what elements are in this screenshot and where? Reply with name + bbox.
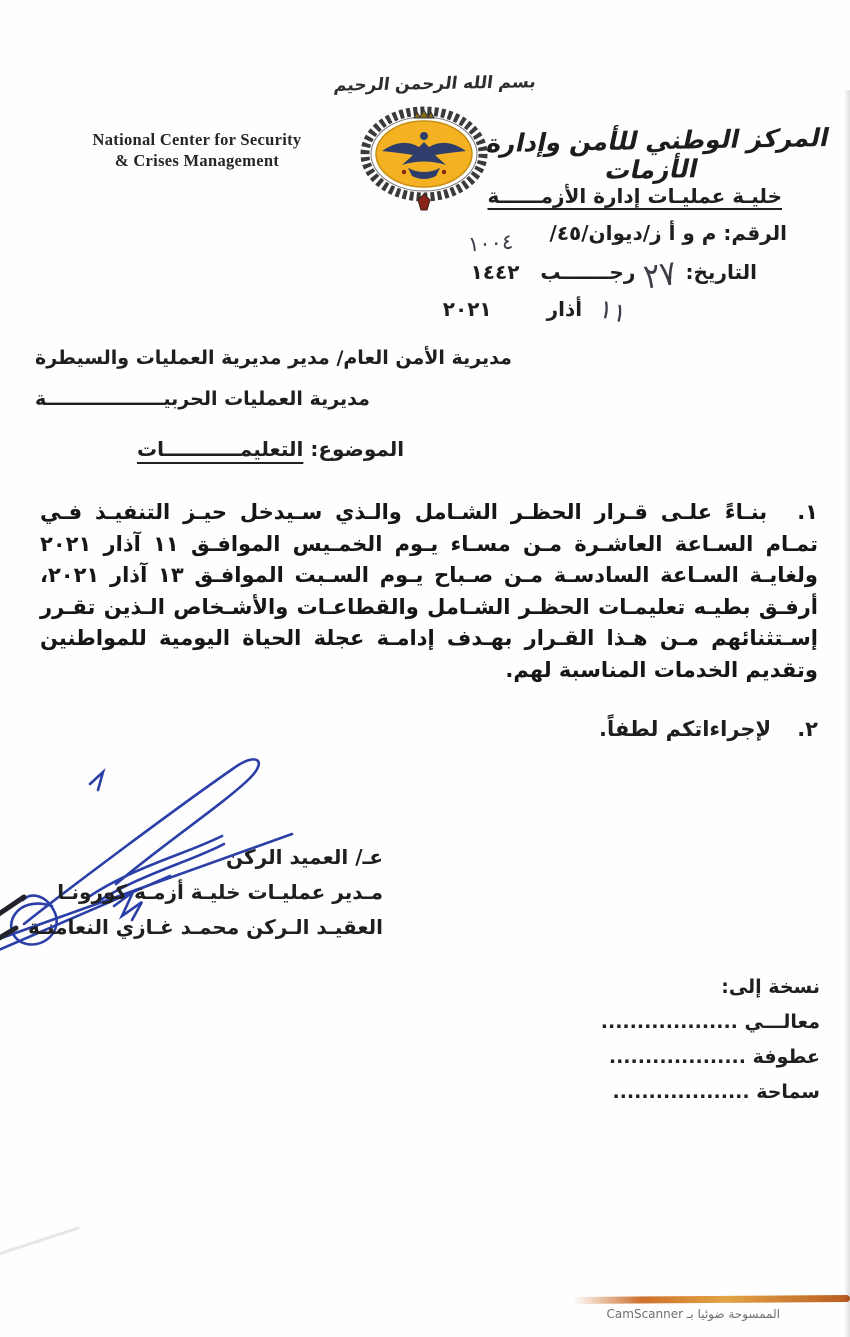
subject-line xyxy=(137,437,404,461)
item2-number: ٢. xyxy=(797,717,818,741)
copy-honorific: سماحة xyxy=(756,1081,820,1103)
item2-text: لإجراءاتكم لطفاً. xyxy=(599,717,772,741)
letter-body xyxy=(40,497,818,741)
copy-dotted-line: ................... xyxy=(608,1046,746,1068)
org-name-english-line2: & Crises Management xyxy=(114,150,280,170)
org-name-english xyxy=(42,130,352,171)
subject-label: الموضوع: xyxy=(310,437,405,461)
copy-row-maali xyxy=(601,1005,820,1040)
scan-smudge-bottom-left xyxy=(0,1226,80,1257)
gregorian-year: ٢٠٢١ xyxy=(442,297,492,321)
addressee-line2: مديرية العمليات الحربيــــــــــــــــــة xyxy=(35,388,370,410)
date-line-gregorian xyxy=(442,294,631,330)
scan-edge-shadow xyxy=(844,90,850,1337)
copy-row-atufa xyxy=(601,1040,820,1075)
reference-number-handwritten: ١٠٠٤ xyxy=(467,229,514,257)
body-paragraph-1 xyxy=(40,497,818,686)
signature-name: العقيـد الـركن محمـد غـازي النعامنـة xyxy=(27,915,383,939)
item1-number: ١. xyxy=(797,500,818,524)
camscanner-watermark: الممسوحة ضوئيا بـ CamScanner xyxy=(606,1307,780,1321)
org-name-english-line1: National Center for Security xyxy=(92,130,302,149)
basmala-calligraphy: بسم الله الرحمن الرحيم xyxy=(332,72,538,96)
copy-dotted-line: ................... xyxy=(612,1081,750,1103)
copy-honorific: معالـــي xyxy=(744,1011,820,1033)
unit-title: خليـة عمليـات إدارة الأزمــــــة xyxy=(487,184,782,208)
reference-number-line: الرقم: م و أ ز/ديوان/٤٥/ xyxy=(549,221,787,245)
copies-label: نسخة إلى: xyxy=(721,976,820,998)
org-name-arabic-calligraphy: المركز الوطني للأمن وإدارة الأزمات xyxy=(483,123,833,185)
copy-row-samaha xyxy=(601,1075,820,1110)
date-line-hijri xyxy=(470,253,757,298)
subject-value: التعليمـــــــــــات xyxy=(137,437,304,461)
emblem-icon xyxy=(360,102,488,214)
addressee-line1: مديرية الأمن العام/ مدير مديرية العمليات والسيطرة xyxy=(35,347,512,369)
signature-on-behalf: عـ/ العميد الركن xyxy=(226,845,383,869)
copies-block xyxy=(601,970,820,1110)
body-paragraph-2 xyxy=(40,717,818,741)
gregorian-month: أذار xyxy=(546,297,583,321)
org-emblem-logo xyxy=(360,102,488,218)
date-label: التاريخ: xyxy=(685,260,757,284)
signature-block xyxy=(28,840,383,945)
item1-text: بنـاءً علـى قـرار الحظـر الشـامل والـذي سـيدخل حيـز التنفيـذ فـي تمـام السـاعة العاشـرة مـن مسـاء يـوم الخمـيس الموافـق ١١ آذار ٢٠٢١ ولغايـة السـاعة السادسـة مـن صـباح يـوم السـبت الموافـق ١٣ آذار ٢٠٢١، أرفـق بطيـه تعليمـات الحظـر الشـامل والقطاعـات والأشـخاص الـذين تقـرر إسـتثنائهم مـن هـذا القـرار بهـدف إدامـة عجلة الحياة اليومية للمواطنين وتقديم الخدمات المناسبة لهم. xyxy=(40,500,818,682)
copy-dotted-line: ................... xyxy=(600,1011,738,1033)
signature-title: مـدير عمليـات خليـة أزمـة كورونـا xyxy=(57,880,383,904)
scan-smudge-streak xyxy=(572,1295,850,1304)
hijri-day-handwritten: ٢٧ xyxy=(641,253,680,298)
hijri-date: رجـــــــب ١٤٤٢ xyxy=(470,260,636,284)
copy-honorific: عطوفة xyxy=(752,1046,820,1068)
gregorian-day-handwritten: ١١ xyxy=(595,294,631,330)
